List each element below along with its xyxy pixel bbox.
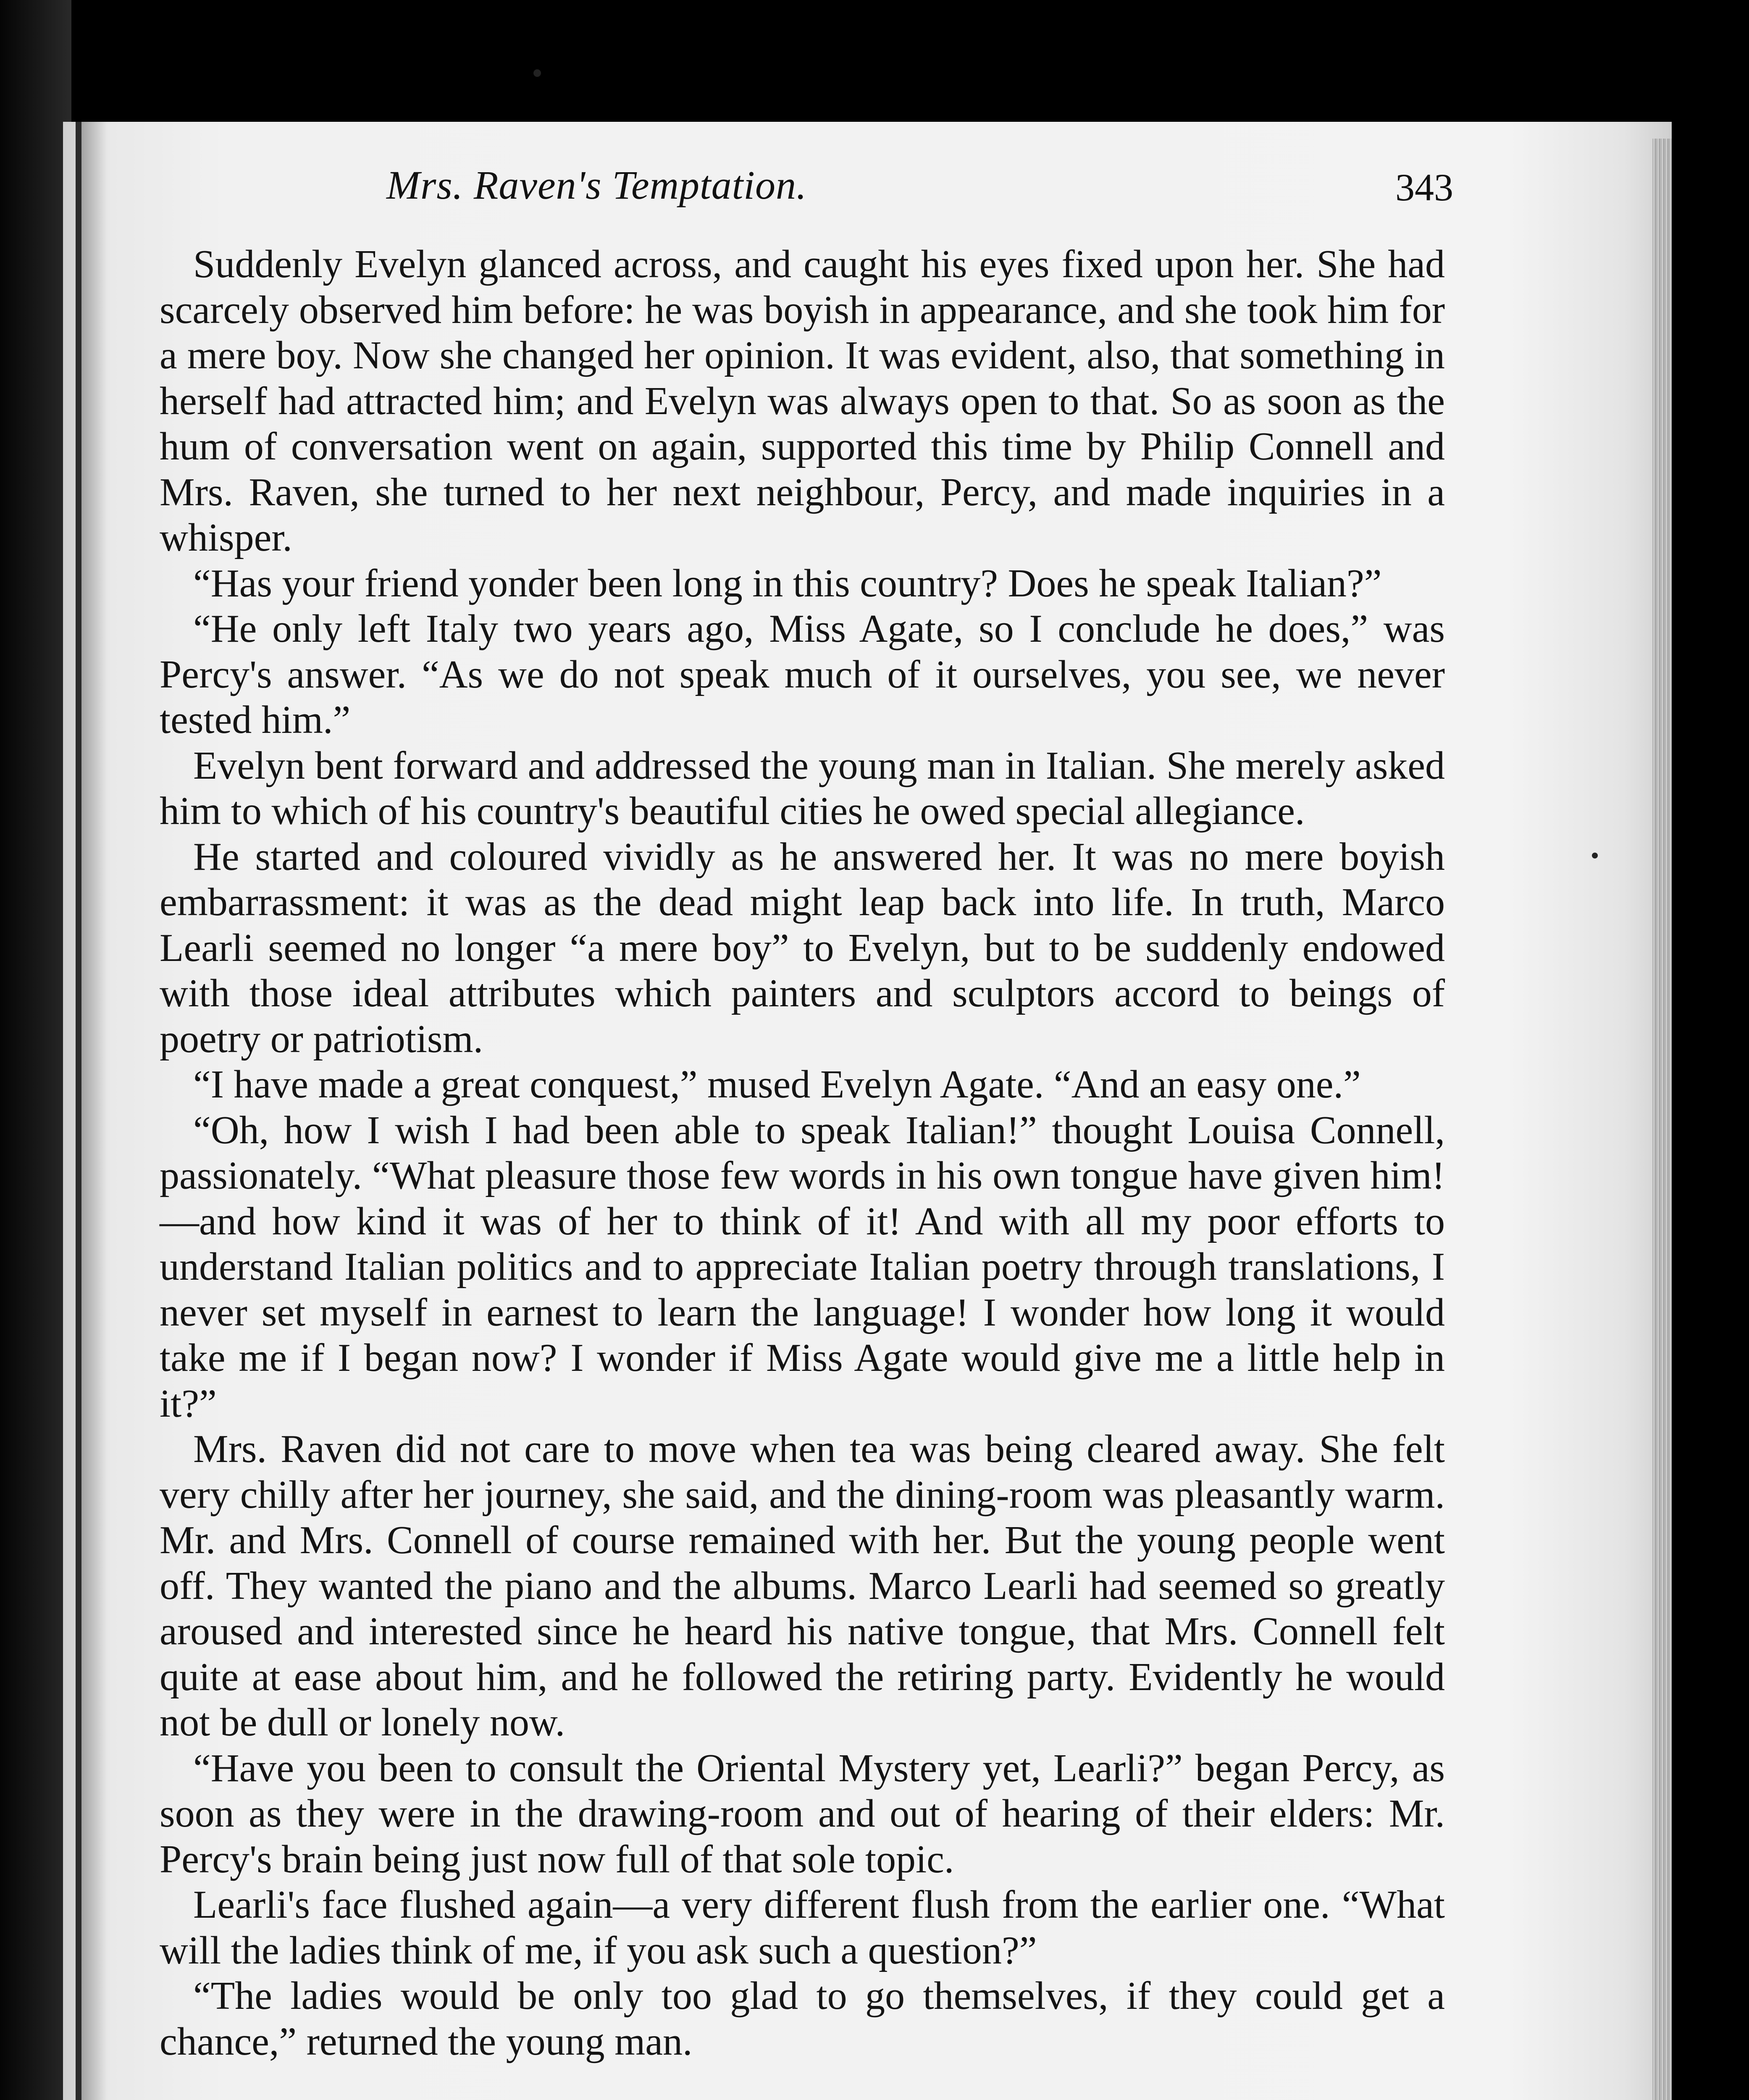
dust-speck — [533, 69, 541, 77]
page-number: 343 — [1395, 166, 1453, 209]
paragraph: “Have you been to consult the Oriental Mystery yet, Learli?” began Percy, as soon as they were in the drawing-room and out of hearing of their elders: Mr. Percy's brain being just now full of that sole topic. — [160, 1746, 1445, 1881]
dust-speck — [1592, 853, 1598, 858]
paragraph: “Has your friend yonder been long in this country? Does he speak Italian?” — [193, 561, 1382, 605]
paragraph: “He only left Italy two years ago, Miss Agate, so I conclude he does,” was Percy's answer. “As we do not speak much of it ourselves, you see, we never tested him.” — [160, 607, 1445, 742]
gutter-rule — [76, 122, 81, 2100]
page-edges — [1652, 139, 1672, 2100]
paragraph: Mrs. Raven did not care to move when tea was being cleared away. She felt very chilly after her journey, she said, and the dining-room was pleasantly warm. Mr. and Mrs. Connell of course remained with her. But the young people went off. They wanted the piano and the albums. Marco Learli had seemed so greatly aroused and interested since he heard his native tongue, that Mrs. Connell felt quite at ease about him, and he followed the retiring party. Evidently he would not be dull or lonely now. — [160, 1427, 1445, 1744]
paragraph: “The ladies would be only too glad to go themselves, if they could get a chance,” returned the young man. — [160, 1974, 1445, 2063]
paragraph: Suddenly Evelyn glanced across, and caught his eyes fixed upon her. She had scarcely observed him before: he was boyish in appearance, and she took him for a mere boy. Now she changed her opinion. It was evident, also, that something in herself had attracted him; and Evelyn was always open to that. So as soon as the hum of conversation went on again, supported this time by Philip Connell and Mrs. Raven, she turned to her next neighbour, Percy, and made inquiries in a whisper. — [160, 242, 1445, 559]
gutter-shadow — [81, 122, 107, 2100]
running-title: Mrs. Raven's Temptation. — [386, 163, 807, 207]
book-spine — [0, 0, 71, 2100]
paragraph: He started and coloured vividly as he answered her. It was no mere boyish embarrassment: it was as the dead might leap back into life. In truth, Marco Learli seemed no longer “a mere boy” to Evelyn, but to be suddenly endowed with those ideal attributes which painters and sculptors accord to beings of poetry or patriotism. — [160, 835, 1445, 1061]
paragraph: Learli's face flushed again—a very different flush from the earlier one. “What will the ladies think of me, if you ask such a question?” — [160, 1883, 1445, 1972]
page-header — [218, 162, 1453, 216]
paragraph: “I have made a great conquest,” mused Evelyn Agate. “And an easy one.” — [193, 1063, 1361, 1106]
paragraph: Evelyn bent forward and addressed the young man in Italian. She merely asked him to which of his country's beautiful cities he owed special allegiance. — [160, 743, 1445, 833]
body-text — [160, 242, 1445, 2064]
paragraph: “Oh, how I wish I had been able to speak Italian!” thought Louisa Connell, passionately. “What pleasure those few words in his own tongue have given him!—and how kind it was of her to think of it! And with all my poor efforts to understand Italian politics and to appreciate Italian poetry through translations, I never set myself in earnest to learn the language! I wonder how long it would take me if I began now? I wonder if Miss Agate would give me a little help in it?” — [160, 1108, 1445, 1425]
